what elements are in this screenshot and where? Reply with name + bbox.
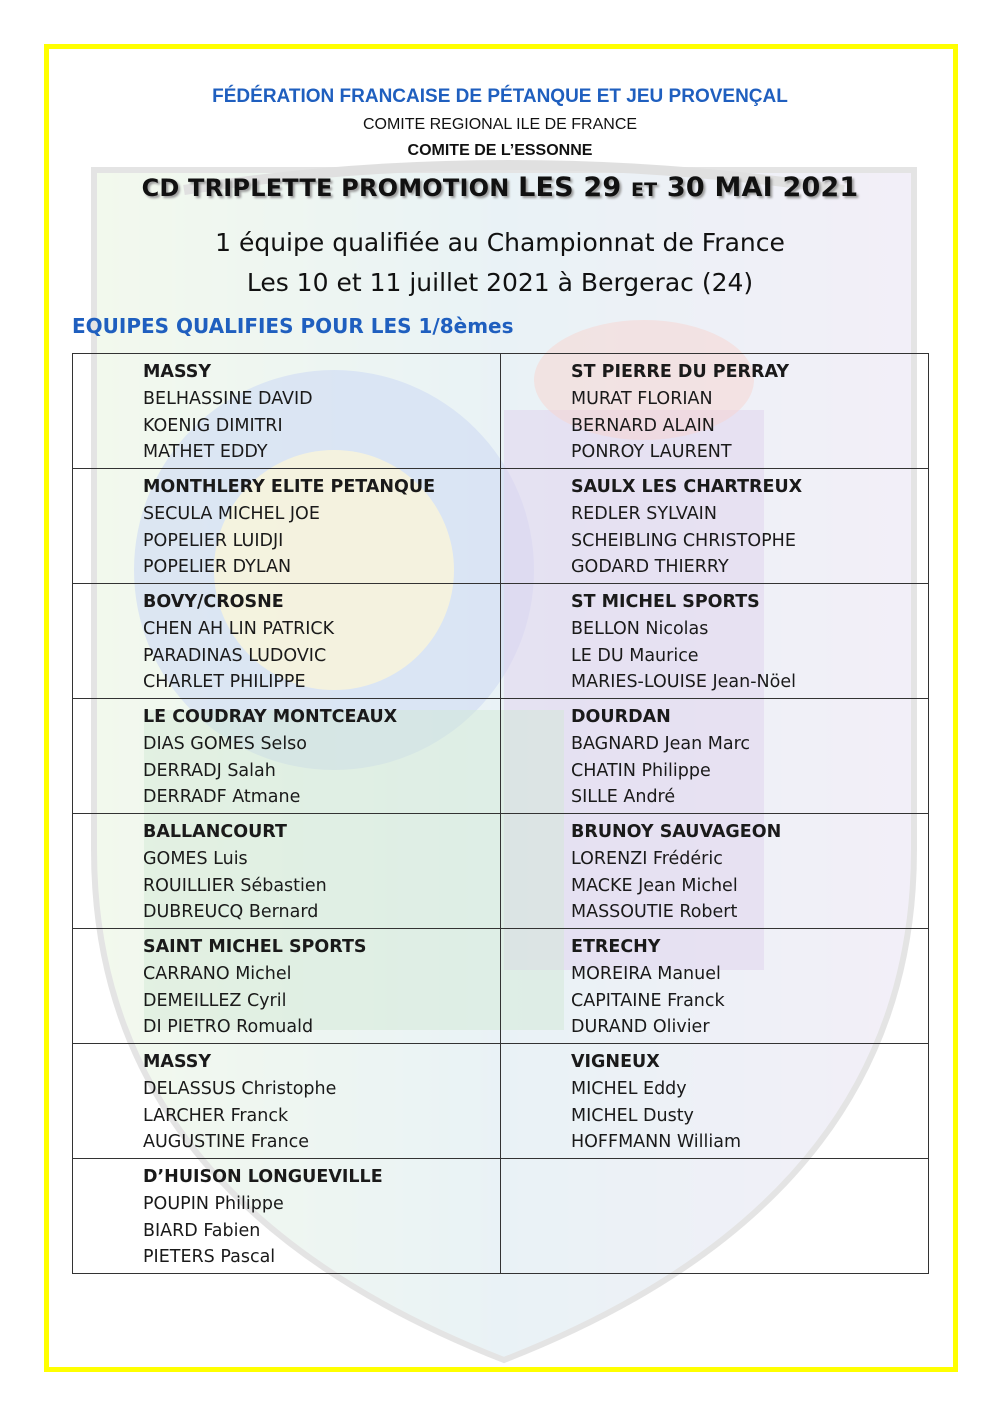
player-name: DURAND Olivier	[571, 1017, 710, 1038]
title-part-4: 30 MAI 2021	[657, 172, 859, 203]
player-name: ROUILLIER Sébastien	[143, 875, 327, 896]
club-name: VIGNEUX	[571, 1052, 660, 1072]
player-name: LARCHER Franck	[143, 1105, 289, 1126]
team-cell	[73, 699, 501, 814]
player-name: MOREIRA Manuel	[571, 963, 721, 984]
team-cell	[501, 354, 929, 469]
player-name: BELHASSINE DAVID	[143, 388, 313, 409]
subtitle-line-1: 1 équipe qualifiée au Championnat de France	[215, 228, 785, 257]
club-name: MASSY	[143, 362, 212, 382]
player-name: MATHET EDDY	[143, 442, 268, 463]
player-name: DELASSUS Christophe	[143, 1078, 337, 1099]
team-cell	[73, 1159, 501, 1274]
team-cell	[73, 469, 501, 584]
team-cell	[501, 584, 929, 699]
player-name: DEMEILLEZ Cyril	[143, 990, 287, 1011]
player-name: BELLON Nicolas	[571, 618, 709, 639]
player-name: PONROY LAURENT	[571, 442, 732, 463]
player-name: DI PIETRO Romuald	[143, 1017, 314, 1038]
team-cell	[73, 1044, 501, 1159]
player-name: MACKE Jean Michel	[571, 875, 738, 896]
player-name: AUGUSTINE France	[143, 1132, 310, 1153]
player-name: HOFFMANN William	[571, 1132, 742, 1153]
regional-committee: COMITE REGIONAL ILE DE FRANCE	[362, 116, 638, 133]
player-name: GOMES Luis	[143, 848, 248, 869]
title-part-3: ET	[630, 179, 658, 201]
player-name: CHEN AH LIN PATRICK	[143, 618, 335, 639]
team-cell	[73, 584, 501, 699]
club-name: SAINT MICHEL SPORTS	[143, 937, 367, 957]
team-cell	[501, 814, 929, 929]
table-row	[73, 1044, 929, 1159]
player-name: BIARD Fabien	[143, 1220, 261, 1241]
club-name: DOURDAN	[571, 707, 671, 727]
player-name: DIAS GOMES Selso	[143, 733, 308, 754]
player-name: LE DU Maurice	[571, 645, 699, 666]
player-name: LORENZI Frédéric	[571, 848, 723, 869]
club-name: D’HUISON LONGUEVILLE	[143, 1167, 383, 1187]
team-cell	[501, 699, 929, 814]
player-name: CHARLET PHILIPPE	[143, 672, 306, 693]
player-name: MASSOUTIE Robert	[571, 902, 738, 923]
table-row	[73, 699, 929, 814]
player-name: DERRADF Atmane	[143, 787, 301, 808]
subtitle-line-2: Les 10 et 11 juillet 2021 à Bergerac (24)	[246, 268, 754, 297]
team-cell	[501, 929, 929, 1044]
team-cell	[501, 469, 929, 584]
club-name: LE COUDRAY MONTCEAUX	[143, 707, 398, 727]
team-cell	[501, 1044, 929, 1159]
player-name: MARIES-LOUISE Jean-Nöel	[571, 672, 796, 693]
player-name: KOENIG DIMITRI	[143, 415, 283, 436]
team-cell	[73, 354, 501, 469]
player-name: CAPITAINE Franck	[571, 990, 725, 1011]
section-title: EQUIPES QUALIFIES POUR LES 1/8èmes	[72, 314, 514, 338]
table-row	[73, 1159, 929, 1274]
player-name: MICHEL Eddy	[571, 1078, 687, 1099]
player-name: MURAT FLORIAN	[571, 388, 713, 409]
player-name: PARADINAS LUDOVIC	[143, 645, 327, 666]
player-name: POPELIER LUIDJI	[143, 530, 284, 551]
player-name: BAGNARD Jean Marc	[571, 733, 751, 754]
table-row	[73, 814, 929, 929]
team-cell	[73, 929, 501, 1044]
teams-table	[72, 353, 929, 1274]
club-name: BRUNOY SAUVAGEON	[571, 822, 782, 842]
club-name: ST MICHEL SPORTS	[571, 592, 760, 612]
club-name: BALLANCOURT	[143, 822, 287, 842]
player-name: SECULA MICHEL JOE	[143, 503, 320, 524]
team-cell	[501, 1159, 929, 1274]
player-name: DERRADJ Salah	[143, 760, 276, 781]
page-title	[0, 172, 1000, 203]
team-cell	[73, 814, 501, 929]
club-name: ETRECHY	[571, 937, 661, 957]
title-part-2: LES 29	[518, 172, 631, 203]
departmental-committee: COMITE DE L’ESSONNE	[407, 142, 593, 159]
club-name: MASSY	[143, 1052, 212, 1072]
player-name: SCHEIBLING CHRISTOPHE	[571, 530, 796, 551]
federation-name: FÉDÉRATION FRANCAISE DE PÉTANQUE ET JEU PROVENÇAL	[212, 86, 788, 107]
player-name: BERNARD ALAIN	[571, 415, 715, 436]
player-name: POPELIER DYLAN	[143, 557, 292, 578]
teams-table-body	[73, 354, 929, 1274]
club-name: ST PIERRE DU PERRAY	[571, 362, 790, 382]
table-row	[73, 584, 929, 699]
player-name: GODARD THIERRY	[571, 557, 729, 578]
player-name: CARRANO Michel	[143, 963, 292, 984]
club-name: SAULX LES CHARTREUX	[571, 477, 803, 497]
player-name: SILLE André	[571, 787, 676, 808]
table-row	[73, 469, 929, 584]
club-name: BOVY/CROSNE	[143, 592, 284, 612]
player-name: PIETERS Pascal	[143, 1247, 276, 1268]
player-name: CHATIN Philippe	[571, 760, 711, 781]
table-row	[73, 354, 929, 469]
table-row	[73, 929, 929, 1044]
club-name: MONTHLERY ELITE PETANQUE	[143, 477, 436, 497]
player-name: POUPIN Philippe	[143, 1193, 284, 1214]
player-name: DUBREUCQ Bernard	[143, 902, 319, 923]
player-name: MICHEL Dusty	[571, 1105, 694, 1126]
title-part-1: CD TRIPLETTE PROMOTION	[141, 174, 519, 202]
player-name: REDLER SYLVAIN	[571, 503, 717, 524]
